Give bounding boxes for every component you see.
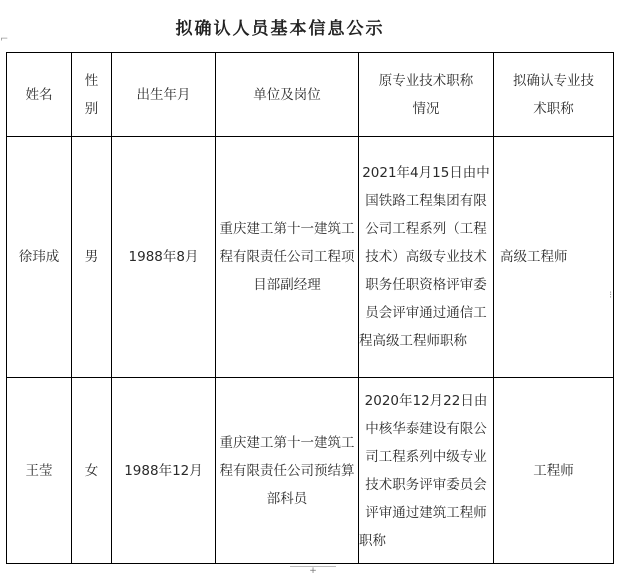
- cell-original-title: 2021年4月15日由中国铁路工程集团有限公司工程系列（工程技术）高级专业技术职务任职资格评审委员会评审通过通信工程高级工程师职称: [359, 137, 494, 378]
- table-row: [7, 137, 614, 378]
- header-proposed-title: 拟确认专业技术职称: [494, 53, 614, 137]
- personnel-info-table: [6, 52, 614, 564]
- right-edge-marker: ⁝: [609, 290, 613, 301]
- cell-gender: 女: [72, 378, 112, 564]
- header-name: 姓名: [7, 53, 72, 137]
- table-row: [7, 378, 614, 564]
- cell-gender: 男: [72, 137, 112, 378]
- header-unit: 单位及岗位: [216, 53, 359, 137]
- cell-proposed-title: 高级工程师: [494, 137, 614, 378]
- cell-original-title: 2020年12月22日由中核华泰建设有限公司工程系列中级专业技术职务评审委员会评审通过建筑工程师职称: [359, 378, 494, 564]
- cell-unit: 重庆建工第十一建筑工程有限责任公司工程项目部副经理: [216, 137, 359, 378]
- document-title: 拟确认人员基本信息公示: [175, 19, 385, 39]
- page-break-marker: +: [290, 566, 336, 576]
- cell-unit: 重庆建工第十一建筑工程有限责任公司预结算部科员: [216, 378, 359, 564]
- cell-birth: 1988年8月: [112, 137, 216, 378]
- cell-name: 徐玮成: [7, 137, 72, 378]
- table-header-row: [7, 53, 614, 137]
- header-birth: 出生年月: [112, 53, 216, 137]
- cell-birth: 1988年12月: [112, 378, 216, 564]
- header-original-title: 原专业技术职称情况: [359, 53, 494, 137]
- cell-proposed-title: 工程师: [494, 378, 614, 564]
- header-gender: 性别: [72, 53, 112, 137]
- cell-name: 王莹: [7, 378, 72, 564]
- left-edge-marker: ⌐: [0, 34, 9, 45]
